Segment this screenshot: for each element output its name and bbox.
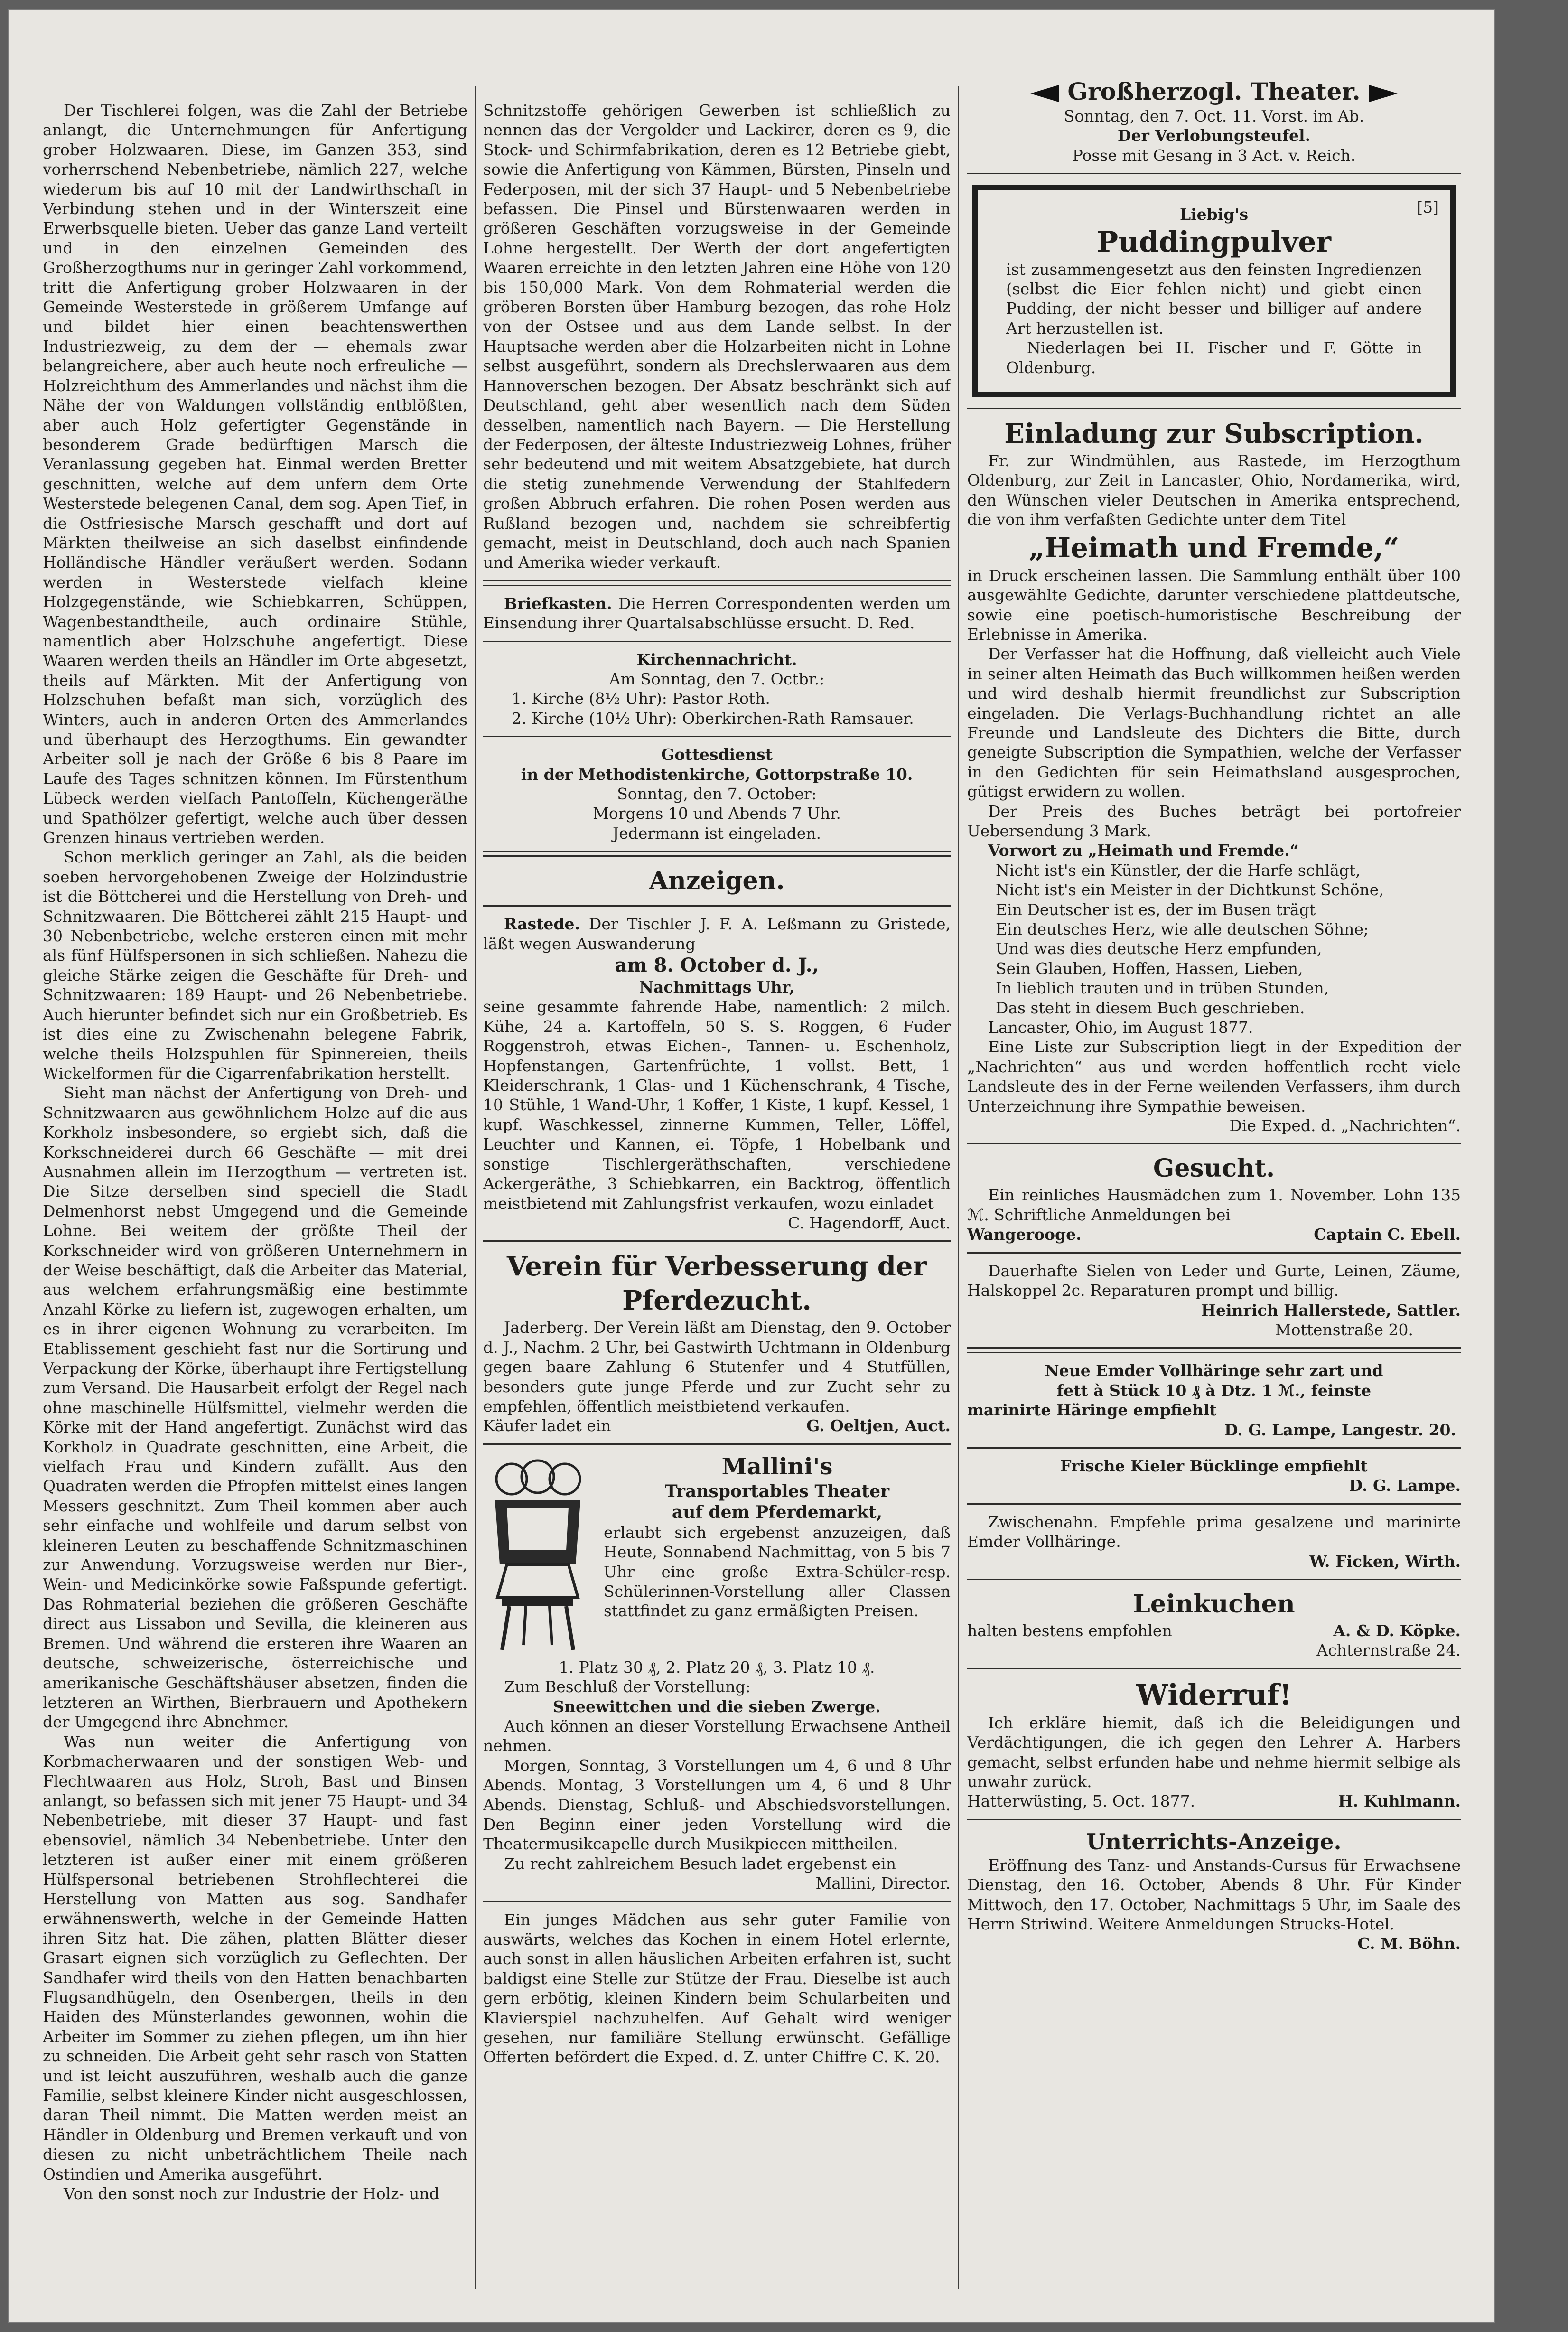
divider: [967, 1503, 1461, 1505]
theater-play: Der Verlobungsteufel.: [1117, 126, 1311, 145]
mallini-text-3: Morgen, Sonntag, 3 Vorstellungen um 4, 6 und 8 Uhr Abends. Montag, 3 Vorstellungen um 4, 6 und 8 Uhr Abends. Dienstag, Schluß- und Abschiedsvorstellungen. Den Beginn einer jeden Vorstellung wird die Theatermusikcapelle durch Musikpiecen mittheilen.: [483, 1756, 951, 1854]
verein-buyers: Käufer ladet ein: [483, 1416, 611, 1435]
einladung-sign: Die Exped. d. „Nachrichten“.: [1229, 1116, 1461, 1135]
article-paragraph: Was nun weiter die Anfertigung von Korbmacherwaaren und der sonstigen Web- und Flechtwaaren aus Holz, Stroh, Bast und Binsen anlangt, so befassen sich mit jener 75 Haupt- und 34 Nebenbetriebe, mit dieser 37 Haupt- und fast ebensoviel, nämlich 34 Nebenbetriebe. Unter den letzteren ist außer einer mit einem größeren Hülfspersonal betriebenen Strohflechterei die Herstellung von Matten aus sog. Sandhafer erwähnenswerth, welche in der Gemeinde Hatten ihren Sitz hat. Die zähen, platten Blätter dieser Grasart eignen sich vorzüglich zu Geflechten. Der Sandhafer wird theils von den Hatten benachbarten Flugsandhügeln, den Osenbergen, theils in den Haiden des Münsterlandes gewonnen, wohin die Arbeiter im Sommer zu ziehen pflegen, um ihn hier zu schneiden. Die Arbeit geht sehr rasch von Statten und ist leicht auszuführen, weshalb auch die ganze Familie, selbst kleinere Kinder nicht ausgeschlossen, daran Theil nimmt. Die Matten werden meist an Händler in Oldenburg und Bremen verkauft und von diesen zu nicht unbeträchtlichem Theile nach Ostindien und Amerika ausgeführt.: [43, 1732, 467, 2183]
liebig-boxed-ad: [972, 185, 1456, 397]
widerruf-text: Ich erkläre hiemit, daß ich die Beleidigungen und Verdächtigungen, die ich gegen den Lehrer A. Harbers gemacht, selbst erfunden habe und nehme hiermit selbige als unwahr zurück.: [967, 1713, 1461, 1791]
auction-intro: Der Tischler J. F. A. Leßmann zu Gristede, läßt wegen Auswanderung: [483, 915, 951, 953]
briefkasten-text: Die Herren Correspondenten werden um Einsendung ihrer Quartalsabschlüsse ersucht.: [483, 594, 951, 633]
pointing-hand-icon: [1030, 85, 1059, 102]
verein-sign: G. Oeltjen, Auct.: [806, 1416, 951, 1435]
mallini-subtitle: Transportables Theater: [664, 1481, 890, 1501]
leinkuchen-sign: A. & D. Köpke.: [1333, 1621, 1461, 1640]
kirchen-line: 1. Kirche (8½ Uhr): Pastor Roth.: [512, 689, 770, 708]
einladung-text: Fr. zur Windmühlen, aus Rastede, im Herzogthum Oldenburg, zur Zeit in Lancaster, Ohio, Nordamerika, wird, den Wünschen vieler Deutschen in Amerika entsprechend, die von ihm verfaßten Gedichte unter dem Titel: [967, 451, 1461, 529]
einladung-text-2: in Druck erscheinen lassen. Die Sammlung enthält über 100 ausgewählte Gedichte, darunter verschiedene plattdeutsche, sowie eine poetisch-humoristische Beschreibung der Erlebnisse in Amerika.: [967, 566, 1461, 644]
briefkasten-sign: D. Red.: [857, 614, 915, 633]
advert-column: [967, 77, 1461, 2279]
divider: [483, 1240, 951, 1242]
ad-number: [5]: [1417, 198, 1439, 217]
column-rule: [475, 86, 476, 2289]
divider: [483, 736, 951, 737]
poem-line: Nicht ist's ein Meister in der Dichtkunst Schöne,: [996, 880, 1384, 899]
einladung-text-3: Der Verfasser hat die Hoffnung, daß vielleicht auch Viele in seiner alten Heimath das Buch willkommen heißen werden und wird deshalb hiermit freundlichst zur Subscription eingeladen. Die Verlags-Buchhandlung richtet an alle Freunde und Landsleute des Dichters die Bitte, durch geneigte Subscription die Sympathien, welche der Verfasser in den Gedichten für sein Heimathsland ausgesprochen, gütigst erwidern zu wollen.: [967, 645, 1461, 801]
poem-line: Ein deutsches Herz, wie alle deutschen Söhne;: [996, 920, 1369, 938]
poem-line: Sein Glauben, Hoffen, Hassen, Lieben,: [996, 959, 1303, 978]
gottesdienst-times: Morgens 10 und Abends 7 Uhr.: [593, 804, 841, 823]
divider: [967, 1252, 1461, 1254]
liebig-product: Puddingpulver: [1096, 225, 1332, 259]
theater-title-text: Großherzogl. Theater.: [1067, 77, 1361, 105]
einladung-place: Lancaster, Ohio, im August 1877.: [988, 1018, 1253, 1037]
widerruf-place: Hatterwüsting, 5. Oct. 1877.: [967, 1792, 1195, 1811]
briefkasten-notice: [483, 594, 951, 633]
column-rule: [958, 86, 959, 2289]
liebig-depot: Niederlagen bei H. Fischer und F. Götte in Oldenburg.: [1006, 338, 1422, 377]
article-continuation: Schnitzstoffe gehörigen Gewerben ist schließlich zu nennen das der Vergolder und Lackirer, deren es 9, die Stock- und Schirmfabrikation, deren es 12 Betriebe giebt, sowie die Anfertigung von Kämmen, Bürsten, Pinseln und Federposen, mit der sich 37 Haupt- und 5 Nebenbetriebe befassen. Die Pinsel und Bürstenwaaren werden in größeren Geschäften vorzugsweise in der Gemeinde Lohne hergestellt. Der Werth der dort angefertigten Waaren erreichte in den letzten Jahren eine Höhe von 120 bis 150,000 Mark. Von dem Rohmaterial werden die gröberen Borsten über Hamburg bezogen, das rohe Holz von der Ostsee und aus dem Lande selbst. In der Hauptsache werden aber die Holzarbeiten nicht in Lohne selbst ausgeführt, sondern als Drechslerwaaren aus dem Hannoverschen bezogen. Der Absatz beschränkt sich auf Deutschland, geht aber wesentlich nach dem Süden desselben, namentlich nach Bayern. — Die Herstellung der Federposen, der älteste Industriezweig Lohnes, früher sehr bedeutend und mit weitem Absatzgebiete, hat durch die stetig zunehmende Verwendung der Stahlfedern großen Abbruch erfahren. Die rohen Posen werden aus Rußland bezogen und, nachdem sie schreibfertig gemacht, meist in Deutschland, doch auch nach Spanien und Amerika wieder verkauft.: [483, 101, 951, 572]
auction-goods: seine gesammte fahrende Habe, namentlich: 2 milch. Kühe, 24 a. Kartoffeln, 50 S. S. Roggen, 6 Fuder Roggenstroh, etwas Eichen-, Tannen- u. Eschenholz, Hopfenstangen, Gartenfrüchte, 1 vollst. Bett, 1 Kleiderschrank, 1 Glas- und 1 Küchenschrank, 4 Tische, 10 Stühle, 1 Wand-Uhr, 1 Koffer, 1 Kiste, 1 kupf. Kessel, 1 kupf. Waschkessel, zinnerne Kummen, Teller, Löffel, Leuchter und Kannen, ei. Töpfe, 1 Hobelbank und sonstige Tischlergeräthschaften, verschiedene Ackergeräthe, 3 Schiebkarren, ein Backtrog, öffentlich meistbietend mit Zahlungsfrist verkaufen, wozu einladet: [483, 997, 951, 1213]
article-paragraph: Der Tischlerei folgen, was die Zahl der Betriebe anlangt, die Unternehmungen für Anfertigung grober Holzwaaren. Diese, im Ganzen 353, sind vorherrschend Nebenbetriebe, nämlich 227, welche wiederum bis auf 10 mit der Landwirthschaft in Verbindung stehen und in der Winterszeit eine Erwerbsquelle bieten. Ueber das ganze Land verteilt und in den einzelnen Gemeinden des Großherzogthums nur in geringer Zahl vorkommend, tritt die Anfertigung grober Holzwaaren in der Gemeinde Westerstede in größerem Umfange auf und bildet hier einen beachtenswerthen Industriezweig, zu dem der — ehemals zwar belangreichere, aber auch heute noch erfreuliche — Holzreichthum des Ammerlandes und nächst ihm die Nähe der von Waldungen vollständig entblößten, aber auch Holz gefertigter Gegenstände in besonderem Grade bedürftigen Marsch die Veranlassung gegeben hat. Einmal werden Bretter geschnitten, welche auf dem unfern dem Orte Westerstede belegenen Canal, dem sog. Apen Tief, in die Ostfriesische Marsch geschafft und dort auf Märkten theilweise an sich daselbst einfindende Holländische Händler veräußert werden. Sodann werden in Westerstede vielfach kleine Holzgegenstände, wie Schiebkarren, Schüppen, Wagenbestandtheile, auch ordinaire Stühle, namentlich aber Holzschuhe angefertigt. Diese Waaren werden theils an Händler im Orte abgesetzt, theils auf Märkten. Mit der Anfertigung von Holzschuhen befaßt man sich, vorzüglich des Winters, auch in anderen Orten des Ammerlandes und überhaupt des Herzogthums. Ein gewandter Arbeiter soll je nach der Größe 6 bis 8 Paare im Laufe des Tages schnitzen können. Im Fürstenthum Lübeck werden vielfach Pantoffeln, Küchengeräthe und Spathölzer gefertigt, welche auch über dessen Grenzen hinaus vertrieben werden.: [43, 101, 467, 847]
theater-line: Sonntag, den 7. Oct. 11. Vorst. im Ab.: [1064, 107, 1364, 125]
divider: [967, 1819, 1461, 1820]
widerruf-sign: H. Kuhlmann.: [1338, 1792, 1461, 1811]
mallini-prices: 1. Platz 30 ₰, 2. Platz 20 ₰, 3. Platz 10 ₰.: [559, 1658, 875, 1676]
auction-date: am 8. October d. J.,: [615, 954, 819, 977]
poem-line: In lieblich trauten und in trüben Stunden,: [996, 979, 1329, 998]
gottesdienst-title: Gottesdienst: [661, 745, 773, 764]
mallini-text: erlaubt sich ergebenst anzuzeigen, daß Heute, Sonnabend Nachmittag, von 5 bis 7 Uhr eine große Extra-Schüler-resp. Schülerinnen-Vorstellung aller Classen stattfindet zu ganz ermäßigten Preisen.: [604, 1523, 951, 1620]
gottesdienst-invite: Jedermann ist eingeladen.: [612, 824, 821, 843]
divider: [483, 905, 951, 907]
mallini-title: Mallini's: [721, 1453, 833, 1480]
theater-title: [967, 77, 1461, 106]
kieler-sign: D. G. Lampe.: [1349, 1476, 1461, 1495]
divider: [967, 1447, 1461, 1449]
verein-title: Verein für Verbesserung der: [506, 1251, 927, 1283]
emder-sign: D. G. Lampe, Langestr. 20.: [1224, 1420, 1456, 1439]
divider: [967, 408, 1461, 409]
gesucht-title: Gesucht.: [1153, 1154, 1275, 1183]
divider: [483, 1901, 951, 1902]
middle-column: [483, 101, 951, 2294]
leinkuchen-footer: [967, 1621, 1461, 1640]
verein-title-2: Pferdezucht.: [622, 1285, 812, 1317]
poem-line: Ein Deutscher ist es, der im Busen trägt: [996, 900, 1316, 919]
mallini-schluss: Zum Beschluß der Vorstellung:: [504, 1677, 751, 1696]
divider: [967, 173, 1461, 174]
gesucht-footer: [967, 1225, 1461, 1244]
einladung-title: Einladung zur Subscription.: [1004, 418, 1424, 450]
divider: [967, 1579, 1461, 1580]
article-column: [43, 101, 467, 2294]
gottesdienst-date: Sonntag, den 7. October:: [617, 785, 817, 803]
kirchen-line: 2. Kirche (10½ Uhr): Oberkirchen-Rath Ramsauer.: [512, 709, 914, 728]
divider: [483, 851, 951, 857]
mallini-sign: Mallini, Director.: [815, 1874, 951, 1893]
zwischenahn-sign: W. Ficken, Wirth.: [1309, 1552, 1461, 1571]
divider: [967, 1668, 1461, 1669]
divider: [483, 580, 951, 586]
maedchen-ad: Ein junges Mädchen aus sehr guter Familie von auswärts, welches das Kochen in einem Hotel erlernte, auch sonst in allen häuslichen Arbeiten erfahren ist, sucht baldigst eine Stelle zur Stütze der Frau. Dieselbe ist auch gern erbötig, kleinen Kindern beim Schularbeiten und Klavierspiel nachzuhelfen. Auf Gehalt wird weniger gesehen, nur familiäre Stellung erwünscht. Gefällige Offerten befördert die Exped. d. Z. unter Chiffre C. K. 20.: [483, 1910, 951, 2067]
gottesdienst-place: in der Methodistenkirche, Gottorpstraße 10.: [521, 765, 913, 784]
sielen-text: Dauerhafte Sielen von Leder und Gurte, Leinen, Zäume, Halskoppel 2c. Reparaturen prompt und billig.: [967, 1261, 1461, 1300]
liebig-brand: Liebig's: [1179, 205, 1249, 224]
emder-line: marinirte Häringe empfiehlt: [967, 1401, 1217, 1420]
verein-text: Jaderberg. Der Verein läßt am Dienstag, den 9. October d. J., Nachm. 2 Uhr, bei Gastwirth Uchtmann in Oldenburg gegen baare Zahlung 6 Stutenfer und 4 Stutfüllen, besonders gute junge Pferde und zur Zucht sehr zu empfehlen, öffentlich meistbietend verkaufen.: [483, 1318, 951, 1415]
zwischenahn-text: Zwischenahn. Empfehle prima gesalzene und marinirte Emder Vollhäringe.: [967, 1512, 1461, 1551]
einladung-vorwort: Vorwort zu „Heimath und Fremde.“: [988, 841, 1299, 860]
poem-line: Das steht in diesem Buch geschrieben.: [996, 998, 1305, 1017]
kieler-text: Frische Kieler Bücklinge empfiehlt: [1060, 1456, 1368, 1475]
anzeigen-heading: Anzeigen.: [649, 866, 785, 896]
theater-desc: Posse mit Gesang in 3 Act. v. Reich.: [1072, 146, 1356, 165]
unterricht-text: Eröffnung des Tanz- und Anstands-Cursus für Erwachsene Dienstag, den 16. October, Abends 8 Uhr. Für Kinder Mittwoch, den 17. October, Nachmittags 5 Uhr, im Saale des Herrn Striwind. Weitere Anmeldungen Strucks-Hotel.: [967, 1855, 1461, 1934]
auction-time: Nachmittags Uhr,: [639, 978, 795, 997]
einladung-text-5: Eine Liste zur Subscription liegt in der Expedition der „Nachrichten“ aus und werden hoffentlich recht viele Landsleute des in der Ferne weilenden Verfassers, ihm durch Unterzeichnung ihre Sympathie beweisen.: [967, 1038, 1461, 1115]
mallini-ad: [483, 1452, 951, 1893]
poem-line: Nicht ist's ein Künstler, der die Harfe schlägt,: [996, 861, 1361, 880]
pointing-hand-icon: [1369, 85, 1398, 102]
divider: [483, 641, 951, 642]
auction-text: [483, 914, 951, 954]
emder-line: fett à Stück 10 ₰ à Dtz. 1 ℳ., feinste: [1056, 1381, 1372, 1400]
widerruf-title: Widerruf!: [1136, 1678, 1292, 1712]
liebig-text: ist zusammengesetzt aus den feinsten Ingredienzen (selbst die Eier fehlen nicht) und giebt einen Pudding, der nicht besser und billiger auf andere Art herzustellen ist.: [1006, 260, 1422, 337]
widerruf-footer: [967, 1791, 1461, 1811]
unterricht-sign: C. M. Böhn.: [1357, 1934, 1461, 1953]
poem-line: Und was dies deutsche Herz empfunden,: [996, 939, 1322, 958]
article-paragraph: Sieht man nächst der Anfertigung von Dreh- und Schnitzwaaren aus gewöhnlichem Holze auf die aus Korkholz insbesondere, so ergiebt sich, daß die Korkschneiderei durch 66 Geschäfte — mit drei Ausnahmen allein im Herzogthum — vertreten ist. Die Sitze derselben sind speciell die Stadt Delmenhorst nebst Umgegend und die Gemeinde Lohne. Bei weitem der größte Theil der Korkschneider wird von größeren Unternehmern in der Weise beschäftigt, daß die Arbeiter das Material, aus welchem erfahrungsmäßig eine bestimmte Anzahl Körke zu liefern ist, zugewogen erhalten, um es in ihrer eigenen Wohnung zu verarbeiten. Im Etablissement geschieht fast nur die Sortirung und Verpackung der Körke, überhaupt ihre Fertigstellung zum Versand. Die Hausarbeit erfolgt der Regel nach ohne maschinelle Hülfsmittel, vielmehr werden die Körke mit der Hand angefertigt. Zunächst wird das Korkholz in Quadrate geschnitten, eine Arbeit, die vielfach Frau und Kindern zufällt. Aus den Quadraten werden die Pfropfen mittelst eines langen Messers geschnitzt. Zum Theil kommen aber auch sehr einfache und wohlfeile und darum selbst von kleineren Leuten zu beschaffende Schnitzmaschinen zur Anwendung. Vorzugsweise werden nur Bier-, Wein- und Medicinkörke sowie Faßspunde gefertigt. Das Rohmaterial beziehen die größeren Geschäfte direct aus Lissabon und Sevilla, die kleineren aus Bremen. Und während die ersteren ihre Waaren an deutsche, schweizerische, österreichische und amerikanische Geschäftshäuser absetzen, finden die letzteren an Wirthen, Bierbrauern und Apothekern der Umgegend ihre Abnehmer.: [43, 1084, 467, 1732]
einladung-book: „Heimath und Fremde,“: [1028, 531, 1400, 564]
verein-footer: [483, 1416, 951, 1435]
article-paragraph: Schon merklich geringer an Zahl, als die beiden soeben hervorgehobenen Zweige der Holzindustrie ist die Böttcherei und die Herstellung von Dreh- und Schnitzwaaren. Die Böttcherei zählt 215 Haupt- und 30 Nebenbetriebe, welche ersteren einen mit mehr als fünf Hülfspersonen in sich schließen. Nahezu die gleiche Stärke zeigen die Geschäfte für Dreh- und Schnitzwaaren: 189 Haupt- und 26 Nebenbetriebe. Auch hierunter befindet sich nur ein Großbetrieb. Es ist dies eine zu Zwischenahn belegene Fabrik, welche theils Holzspuhlen für Spinnereien, theils Wickelformen für die Cigarrenfabrikation herstellt.: [43, 848, 467, 1083]
leinkuchen-title: Leinkuchen: [1133, 1589, 1295, 1619]
clown-figures-illustration: [483, 1455, 592, 1655]
kirchen-date: Am Sonntag, den 7. Octbr.:: [609, 669, 825, 688]
kirchen-title: Kirchennachricht.: [636, 650, 797, 669]
gesucht-text: Ein reinliches Hausmädchen zum 1. November. Lohn 135 ℳ. Schriftliche Anmeldungen bei: [967, 1186, 1461, 1224]
article-paragraph: Von den sonst noch zur Industrie der Holz- und: [64, 2184, 439, 2203]
divider: [967, 1347, 1461, 1353]
gesucht-place: Wangerooge.: [967, 1225, 1082, 1244]
leinkuchen-addr: Achternstraße 24.: [1316, 1641, 1461, 1660]
briefkasten-label: Briefkasten.: [504, 594, 612, 613]
unterricht-title: Unterrichts-Anzeige.: [1086, 1828, 1342, 1854]
mallini-piece: Sneewittchen und die sieben Zwerge.: [553, 1697, 881, 1716]
mallini-text-2: Auch können an dieser Vorstellung Erwachsene Antheil nehmen.: [483, 1716, 951, 1755]
newspaper-page: [9, 10, 1494, 2322]
poem: [967, 861, 1461, 1018]
mallini-subtitle-2: auf dem Pferdemarkt,: [672, 1502, 883, 1522]
divider: [967, 1143, 1461, 1144]
emder-line: Neue Emder Vollhäringe sehr zart und: [1045, 1361, 1383, 1380]
auction-lead: Rastede.: [504, 915, 580, 934]
einladung-price: Der Preis des Buches beträgt bei portofreier Uebersendung 3 Mark.: [967, 802, 1461, 840]
auction-sign: C. Hagendorff, Auct.: [788, 1213, 951, 1232]
gesucht-sign: Captain C. Ebell.: [1314, 1225, 1461, 1244]
mallini-text-4: Zu recht zahlreichem Besuch ladet ergebenst ein: [504, 1854, 896, 1873]
leinkuchen-text: halten bestens empfohlen: [967, 1621, 1172, 1640]
sielen-addr: Mottenstraße 20.: [1275, 1320, 1413, 1339]
sielen-sign: Heinrich Hallerstede, Sattler.: [1201, 1301, 1461, 1320]
divider: [483, 1443, 951, 1445]
